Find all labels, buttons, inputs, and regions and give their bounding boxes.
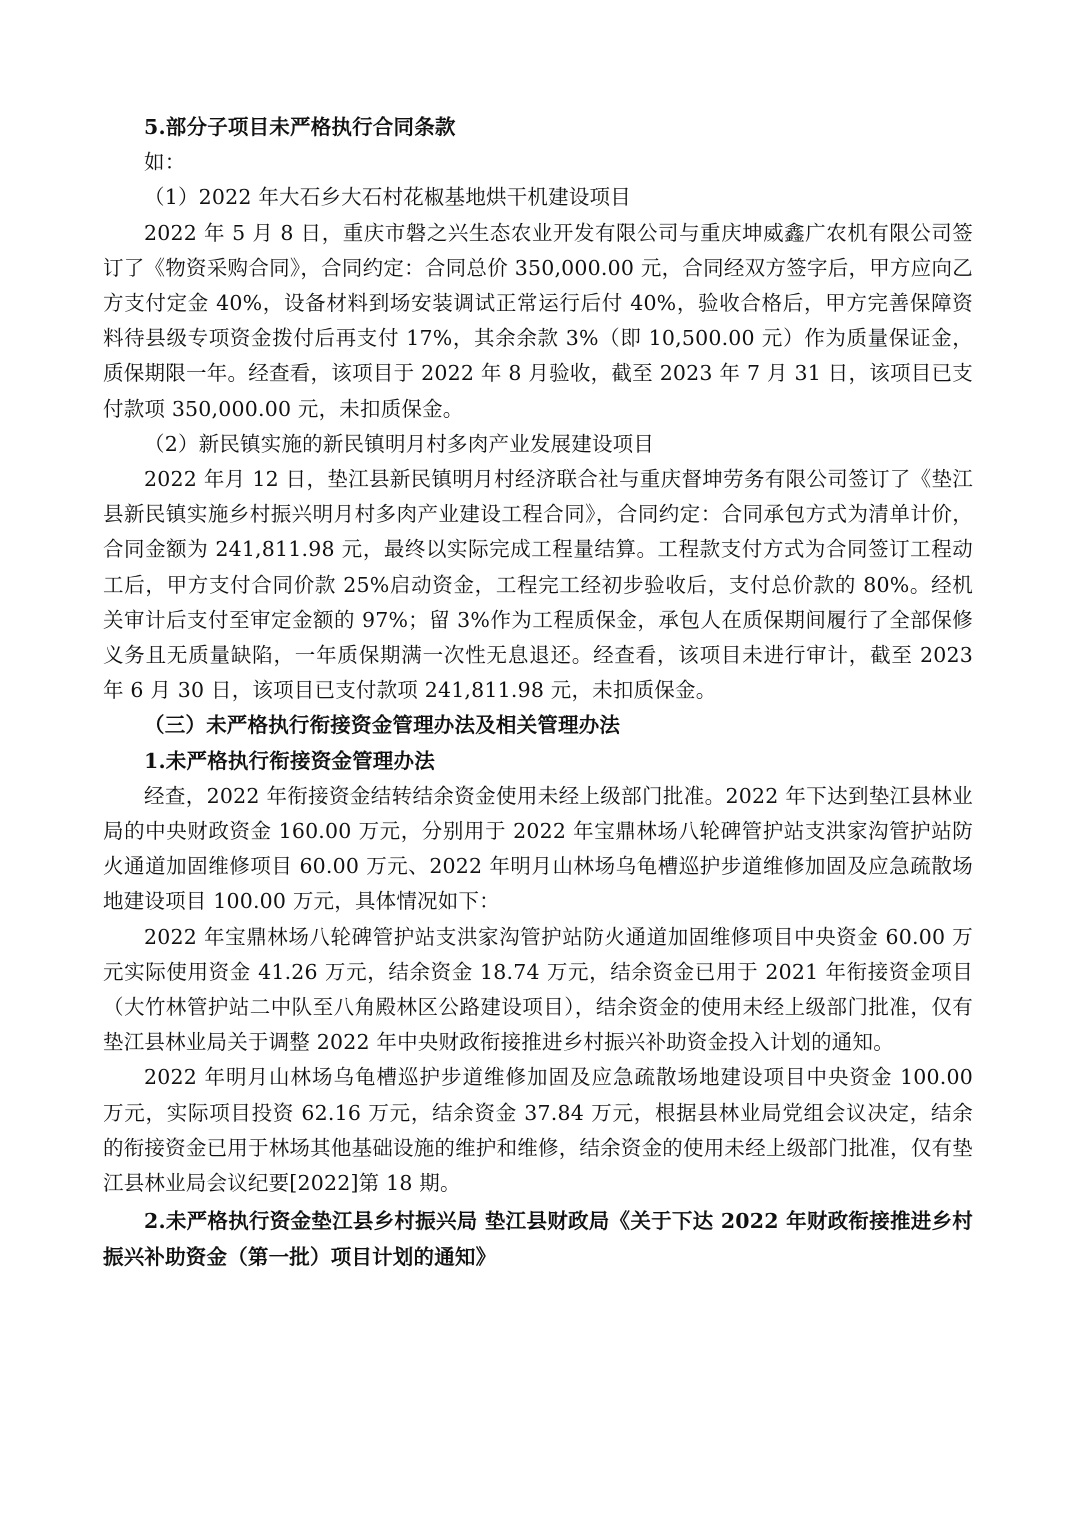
- document-page: [103, 110, 973, 1275]
- section-heading-5: 5.部分子项目未严格执行合同条款: [144, 115, 456, 139]
- paragraph-baoding-project: 2022 年宝鼎林场八轮碑管护站支洪家沟管护站防火通道加固维修项目中央资金 60.00 万元实际使用资金 41.26 万元，结余资金 18.74 万元，结余资金已用于 2021 年衔接资金项目（大竹林管护站二中队至八角殿林区公路建设项目），结余资金的使用未经上级部门批准，仅有垫江县林业局关于调整 2022 年中央财政衔接推进乡村振兴补助资金投入计划的通知。: [103, 924, 973, 1055]
- paragraph-example-intro: 如：: [144, 150, 186, 175]
- subsection-heading-3-2: 2.未严格执行资金垫江县乡村振兴局 垫江县财政局《关于下达 2022 年财政衔接推进乡村振兴补助资金（第一批）项目计划的通知》: [103, 1209, 973, 1269]
- subheading-project-2: （2）新民镇实施的新民镇明月村多肉产业发展建设项目: [144, 431, 655, 456]
- section-heading-3: （三）未严格执行衔接资金管理办法及相关管理办法: [144, 713, 621, 738]
- subheading-project-1: （1）2022 年大石乡大石村花椒基地烘干机建设项目: [144, 185, 631, 210]
- paragraph-project-1-detail: 2022 年 5 月 8 日，重庆市磐之兴生态农业开发有限公司与重庆坤威鑫广农机有限公司签订了《物资采购合同》，合同约定：合同总价 350,000.00 元，合同经双方签字后，甲方应向乙方支付定金 40%，设备材料到场安装调试正常运行后付 40%，验收合格后，甲方完善保障资料待县级专项资金拨付后再支付 17%，其余余款 3%（即 10,500.00 元）作为质量保证金，质保期限一年。经查看，该项目于 2022 年 8 月验收，截至 2023 年 7 月 31 日，该项目已支付款项 350,000.00 元，未扣质保金。: [103, 220, 973, 421]
- subsection-heading-3-1: 1.未严格执行衔接资金管理办法: [144, 748, 435, 773]
- paragraph-fund-overview: 经查，2022 年衔接资金结转结余资金使用未经上级部门批准。2022 年下达到垫江县林业局的中央财政资金 160.00 万元，分别用于 2022 年宝鼎林场八轮碑管护站支洪家沟管护站防火通道加固维修项目 60.00 万元、2022 年明月山林场乌龟槽巡护步道维修加固及应急疏散场地建设项目 100.00 万元，具体情况如下：: [103, 783, 973, 914]
- paragraph-project-2-detail: 2022 年月 12 日，垫江县新民镇明月村经济联合社与重庆督坤劳务有限公司签订了《垫江县新民镇实施乡村振兴明月村多肉产业建设工程合同》，合同约定：合同承包方式为清单计价，合同金额为 241,811.98 元，最终以实际完成工程量结算。工程款支付方式为合同签订工程动工后，甲方支付合同价款 25%启动资金，工程完工经初步验收后，支付总价款的 80%。经机关审计后支付至审定金额的 97%；留 3%作为工程质保金，承包人在质保期间履行了全部保修义务且无质量缺陷，一年质保期满一次性无息退还。经查看，该项目未进行审计，截至 2023 年 6 月 30 日，该项目已支付款项 241,811.98 元，未扣质保金。: [103, 467, 973, 703]
- paragraph-mingyueshan-project: 2022 年明月山林场乌龟槽巡护步道维修加固及应急疏散场地建设项目中央资金 100.00 万元，实际项目投资 62.16 万元，结余资金 37.84 万元，根据县林业局党组会议决定，结余的衔接资金已用于林场其他基础设施的维护和维修，结余资金的使用未经上级部门批准，仅有垫江县林业局会议纪要[2022]第 18 期。: [103, 1065, 973, 1196]
